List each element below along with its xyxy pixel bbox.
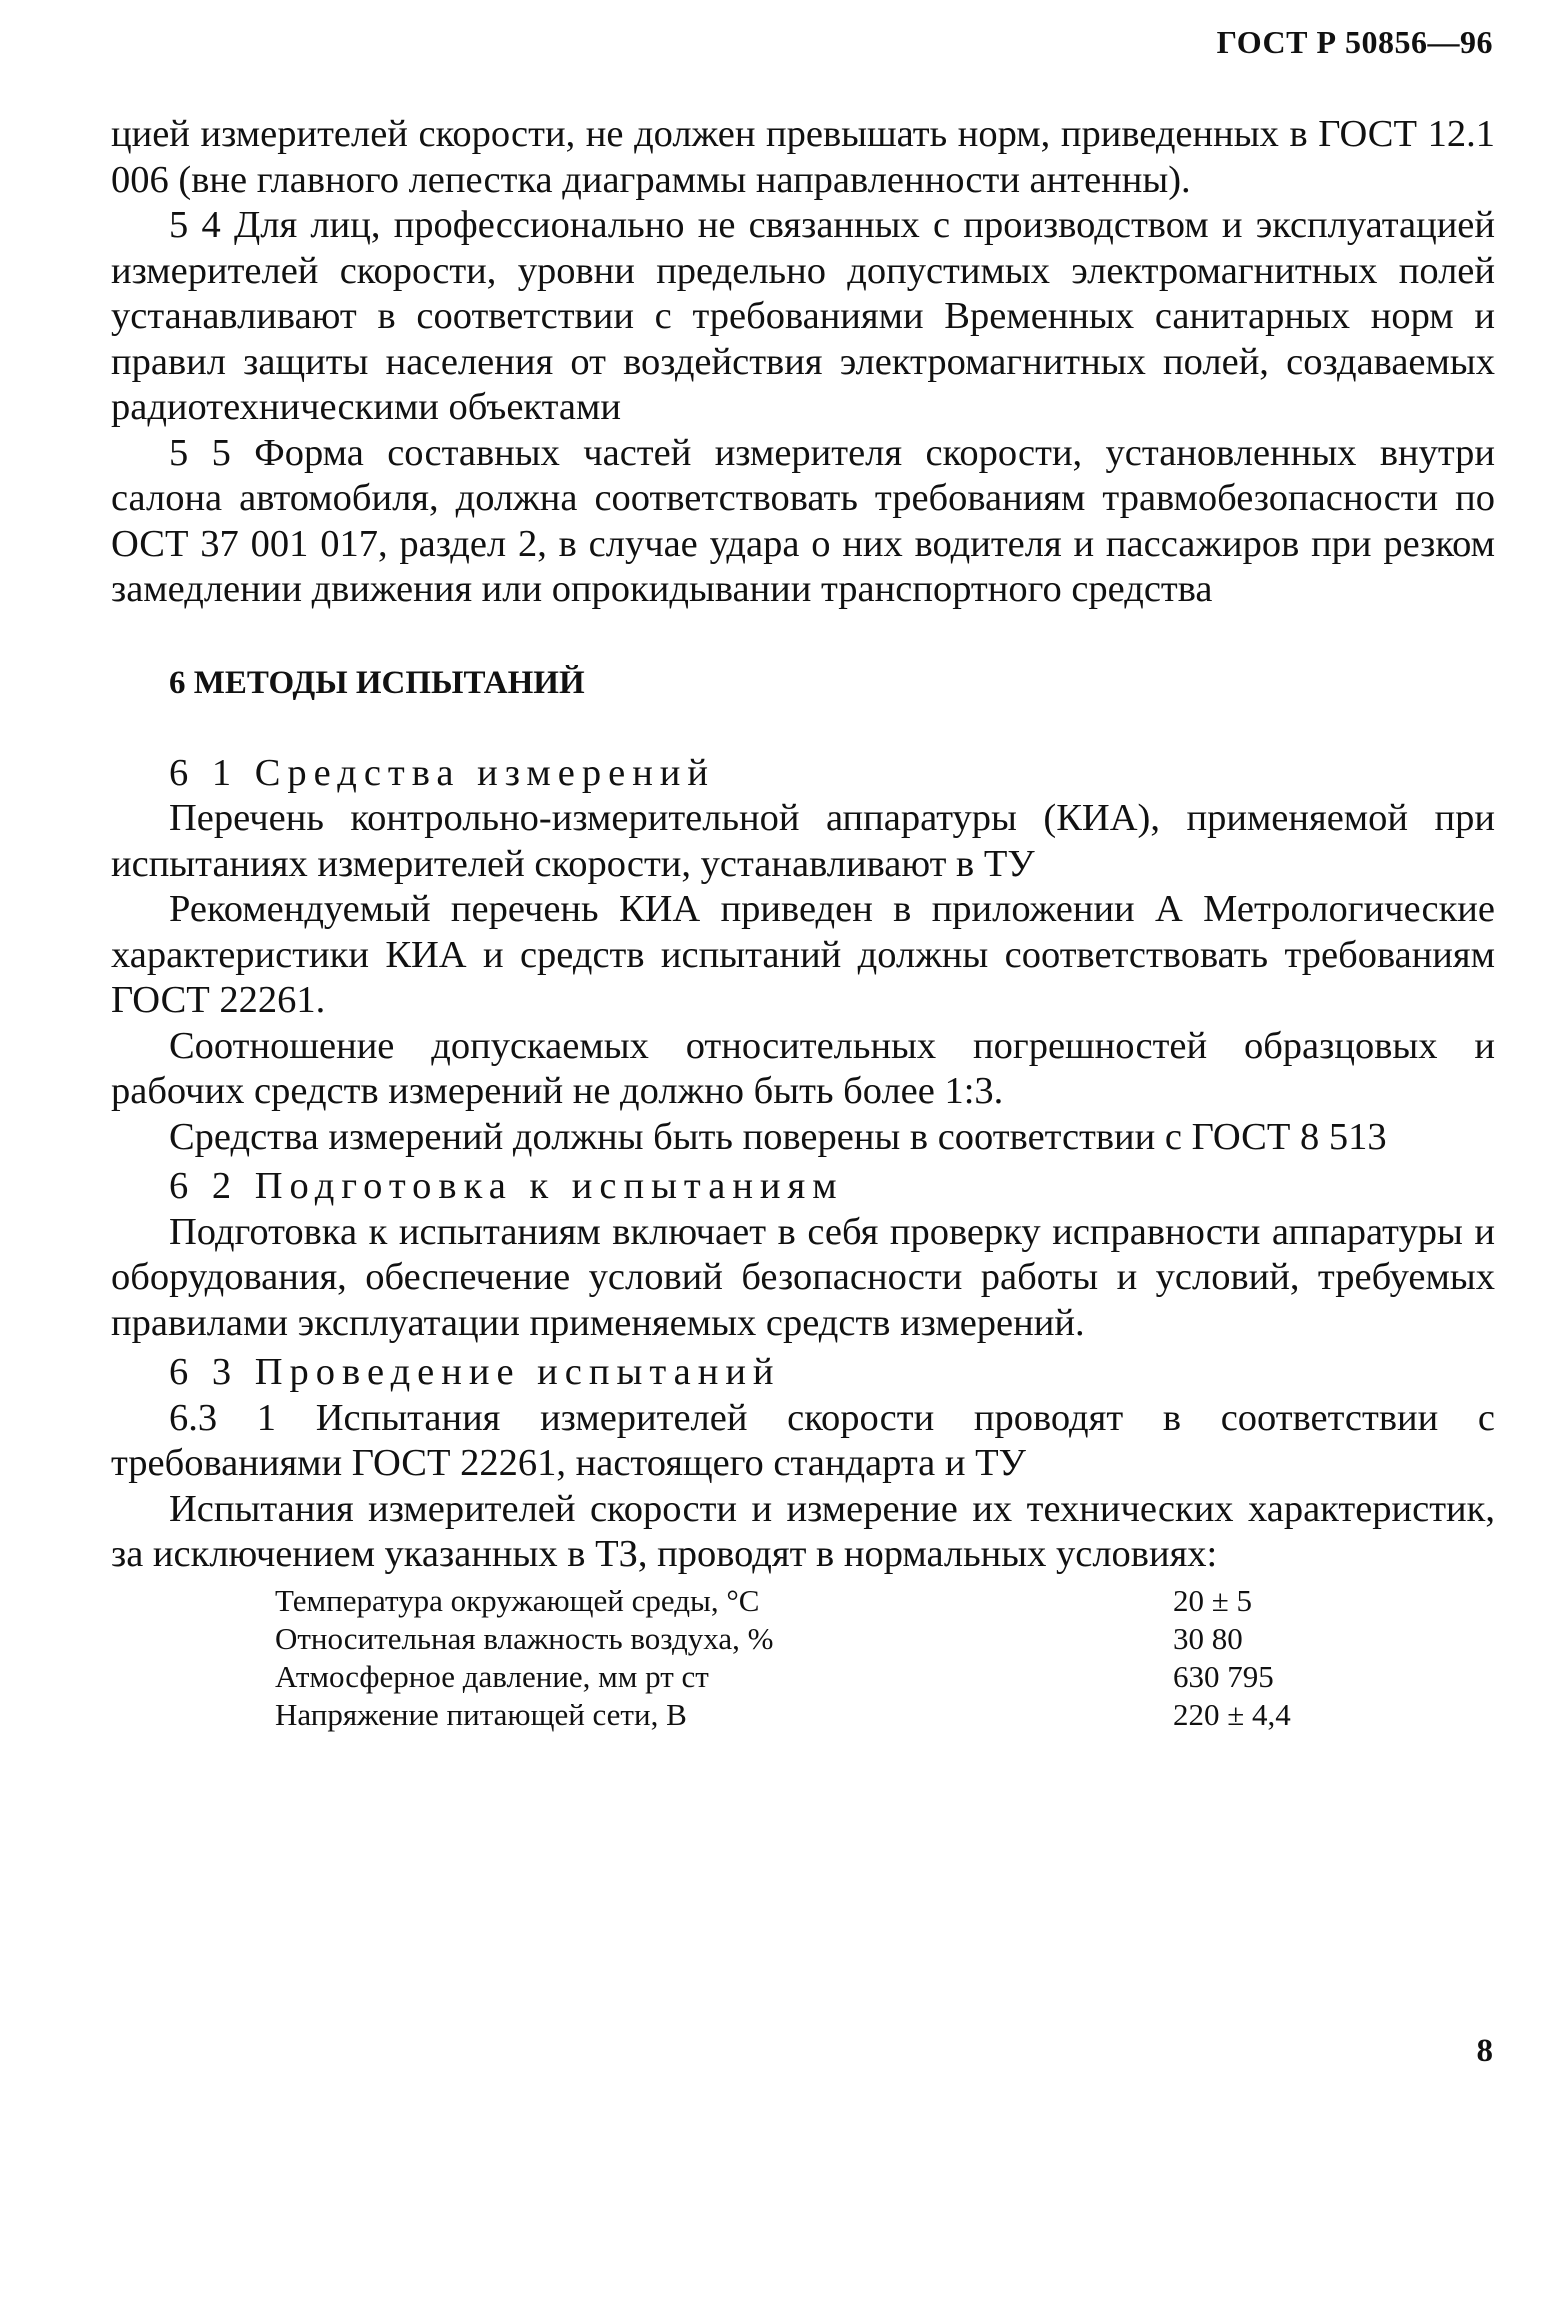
paragraph-6-1-a: Перечень контрольно-измерительной аппаратуры (КИА), применяемой при испытаниях измерителей скорости, устанавливают в ТУ bbox=[111, 797, 1495, 885]
paragraph-6-3-1-b: Испытания измерителей скорости и измерение их технических характеристик, за исключением указанных в ТЗ, проводят в нормальных условиях: bbox=[111, 1487, 1495, 1575]
condition-value: 630 795 bbox=[1173, 1658, 1274, 1694]
condition-value: 220 ± 4,4 bbox=[1173, 1696, 1291, 1732]
page-number: 8 bbox=[1476, 2033, 1493, 2069]
condition-label: Относительная влажность воздуха, % bbox=[275, 1620, 774, 1656]
condition-value: 20 ± 5 bbox=[1173, 1582, 1253, 1618]
paragraph-6-1-d: Средства измерений должны быть поверены в соответствии с ГОСТ 8 513 bbox=[169, 1115, 1387, 1158]
section-6-title: 6 МЕТОДЫ ИСПЫТАНИЙ bbox=[169, 664, 585, 701]
table-row bbox=[275, 1582, 1291, 1620]
condition-label: Температура окружающей среды, °С bbox=[275, 1582, 760, 1618]
table-row bbox=[275, 1658, 1291, 1696]
table-row bbox=[275, 1620, 1291, 1658]
subsection-6-1-title: 6 1 Средства измерений bbox=[169, 751, 716, 794]
paragraph-continued: цией измерителей скорости, не должен превышать норм, приведенных в ГОСТ 12.1 006 (вне главного лепестка диаграммы направленности антенны). bbox=[111, 113, 1495, 201]
paragraph-6-2: Подготовка к испытаниям включает в себя проверку исправности аппаратуры и оборудования, обеспечение условий безопасности работы и условий, требуемых правилами эксплуатации применяемых средств измерений. bbox=[111, 1210, 1495, 1344]
normal-conditions-table bbox=[275, 1582, 1291, 1734]
condition-label: Атмосферное давление, мм рт ст bbox=[275, 1658, 709, 1694]
paragraph-5-4: 5 4 Для лиц, профессионально не связанных с производством и эксплуатацией измерителей скорости, уровни предельно допустимых электромагнитных полей устанавливают в соответствии с требованиями Временных санитарных норм и правил защиты населения от воздействия электромагнитных полей, создаваемых радиотехническими объектами bbox=[111, 204, 1495, 428]
document-body bbox=[111, 112, 1495, 1734]
condition-label: Напряжение питающей сети, В bbox=[275, 1696, 687, 1732]
paragraph-6-1-c: Соотношение допускаемых относительных погрешностей образцовых и рабочих средств измерений не должно быть более 1:3. bbox=[111, 1024, 1495, 1112]
paragraph-6-1-b: Рекомендуемый перечень КИА приведен в приложении А Метрологические характеристики КИА и средств испытаний должны соответствовать требованиям ГОСТ 22261. bbox=[111, 888, 1495, 1021]
subsection-6-3-title: 6 3 Проведение испытаний bbox=[169, 1351, 781, 1393]
paragraph-6-3-1: 6.3 1 Испытания измерителей скорости проводят в соответствии с требованиями ГОСТ 22261, настоящего стандарта и ТУ bbox=[111, 1396, 1495, 1484]
condition-value: 30 80 bbox=[1173, 1620, 1243, 1656]
document-header-id: ГОСТ Р 50856—96 bbox=[1216, 24, 1493, 60]
subsection-6-2-title: 6 2 Подготовка к испытаниям bbox=[169, 1165, 844, 1207]
paragraph-5-5: 5 5 Форма составных частей измерителя скорости, установленных внутри салона автомобиля, должна соответствовать требованиям травмобезопасности по ОСТ 37 001 017, раздел 2, в случае удара о них водителя и пассажиров при резком замедлении движения или опрокидывании транспортного средства bbox=[111, 431, 1495, 610]
table-row bbox=[275, 1696, 1291, 1734]
